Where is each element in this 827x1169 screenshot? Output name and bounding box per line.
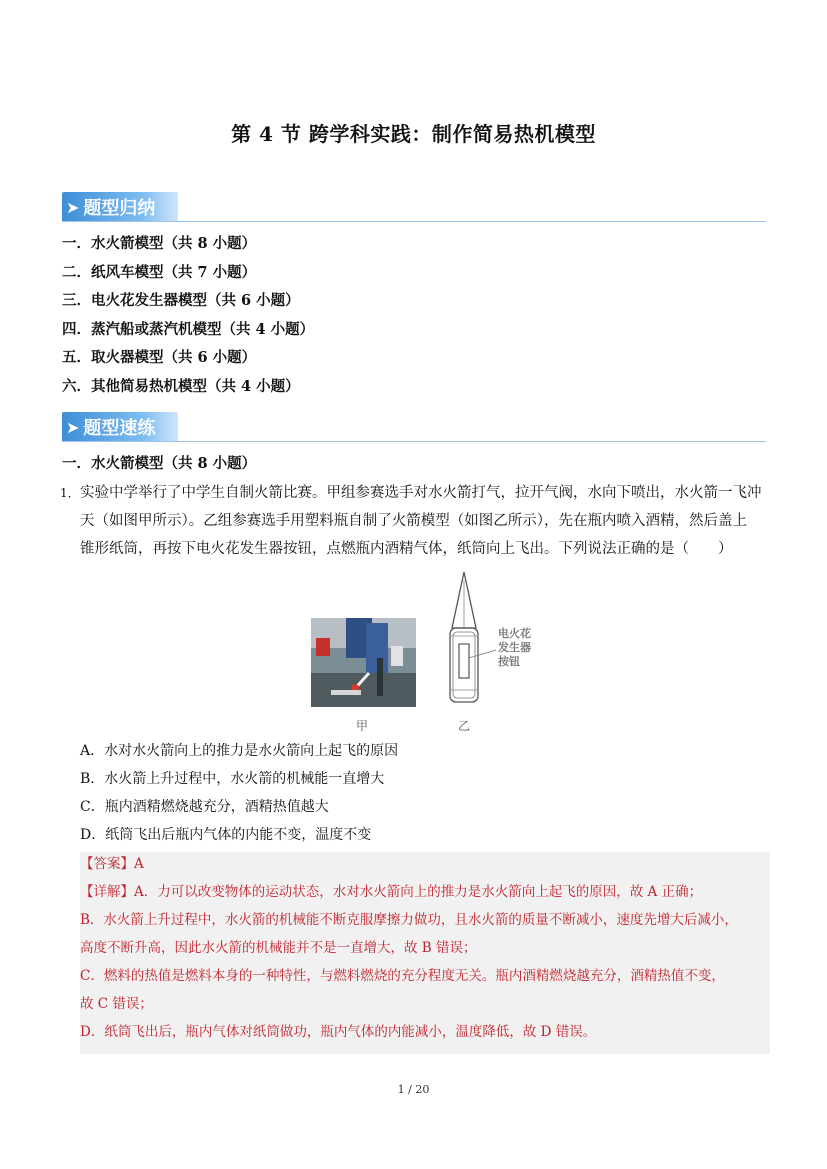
toc-item[interactable]: 三．电火花发生器模型（共 6 小题） (62, 292, 300, 309)
arrow-icon: ➤ (66, 197, 80, 217)
banner-label: 题型归纳 (83, 198, 156, 219)
arrow-icon: ➤ (66, 417, 80, 437)
toc-item[interactable]: 四．蒸汽船或蒸汽机模型（共 4 小题） (62, 320, 315, 338)
divider (62, 441, 766, 442)
subsection-heading: 一．水火箭模型（共 8 小题） (62, 455, 257, 472)
section-banner-practice (62, 412, 178, 442)
toc-item[interactable]: 五．取火器模型（共 6 小题） (62, 349, 257, 366)
question-text (80, 479, 780, 563)
rocket-bottle-diagram-icon (440, 570, 500, 705)
question-number: 1． (60, 486, 80, 500)
section-banner-summary (62, 192, 178, 222)
option-d[interactable]: D．纸筒飞出后瓶内气体的内能不变，温度不变 (80, 827, 372, 843)
rocket-launch-photo-icon (311, 618, 416, 707)
answer-line: 故 C 错误； (80, 996, 153, 1012)
option-b[interactable]: B．水火箭上升过程中，水火箭的机械能一直增大 (80, 771, 385, 787)
device-label (498, 627, 531, 669)
toc-list (62, 230, 314, 401)
device-label-line: 按钮 (498, 655, 520, 668)
answer-line: C．燃料的热值是燃料本身的一种特性，与燃料燃烧的充分程度无关。瓶内酒精燃烧越充分，酒精热值不变， (80, 968, 725, 984)
toc-item[interactable]: 二．纸风车模型（共 7 小题） (62, 263, 257, 281)
figure-caption-jia: 甲 (356, 719, 369, 733)
figure-photo-jia (311, 618, 416, 707)
device-label-line: 电火花 (498, 627, 531, 640)
answer-line: D．纸筒飞出后，瓶内气体对纸筒做功，瓶内气体的内能减小，温度降低，故 D 错误。 (80, 1024, 597, 1040)
option-a[interactable]: A．水对水火箭向上的推力是水火箭向上起飞的原因 (80, 743, 399, 759)
option-list (80, 737, 398, 849)
page-title: 第 4 节 跨学科实践：制作简易热机模型 (231, 122, 596, 146)
answer-line: 高度不断升高，因此水火箭的机械能并不是一直增大，故 B 错误； (80, 940, 477, 956)
figure-caption-yi: 乙 (458, 719, 471, 733)
toc-item[interactable]: 六．其他简易热机模型（共 4 小题） (62, 377, 300, 395)
toc-item[interactable]: 一．水火箭模型（共 8 小题） (62, 235, 257, 252)
question-line: 天（如图甲所示）。乙组参赛选手用塑料瓶自制了火箭模型（如图乙所示），先在瓶内喷入酒精，然后盖上 (80, 513, 747, 529)
answer-line: 【详解】A．力可以改变物体的运动状态，水对水火箭向上的推力是水火箭向上起飞的原因，故 A 正确； (80, 884, 703, 900)
question-line: 实验中学举行了中学生自制火箭比赛。甲组参赛选手对水火箭打气，拉开气阀，水向下喷出，水火箭一飞冲 (80, 485, 762, 501)
answer-line: B．水火箭上升过程中，水火箭的机械能不断克服摩擦力做功，且水火箭的质量不断减小，速度先增大后减小， (80, 912, 738, 928)
banner-label: 题型速练 (83, 418, 156, 439)
device-label-line: 发生器 (498, 641, 531, 654)
divider (62, 221, 766, 222)
answer-text (80, 850, 770, 1046)
option-c[interactable]: C．瓶内酒精燃烧越充分，酒精热值越大 (80, 799, 329, 815)
question-line: 锥形纸筒，再按下电火花发生器按钮，点燃瓶内酒精气体，纸筒向上飞出。下列说法正确的是（ ） (80, 541, 733, 557)
page-number: 1 / 20 (397, 1083, 430, 1096)
answer-line: 【答案】A (80, 856, 144, 872)
